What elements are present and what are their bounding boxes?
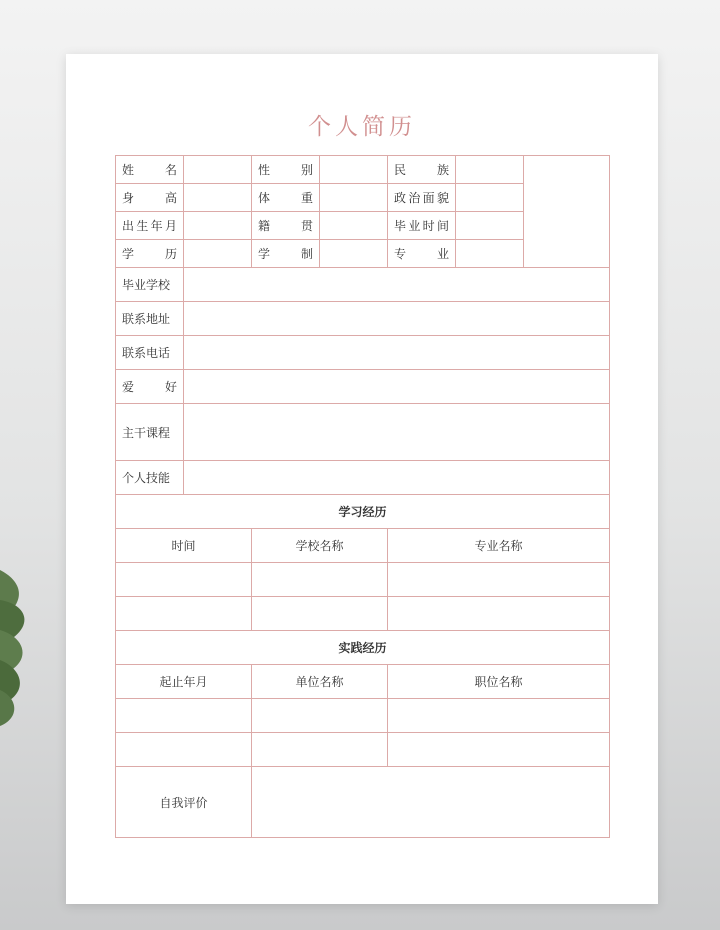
education-header-time: 时间 [116,529,252,563]
education-cell[interactable] [388,597,610,631]
value-main-courses[interactable] [184,404,610,461]
detail-row [116,370,610,404]
value-weight[interactable] [320,184,388,212]
practice-cell[interactable] [116,733,252,767]
label-education-level: 学 历 [116,240,184,268]
section-header-row [116,495,610,529]
practice-header-period: 起止年月 [116,665,252,699]
education-section-title: 学习经历 [116,495,610,529]
practice-header-position: 职位名称 [388,665,610,699]
label-main-courses: 主干课程 [116,404,184,461]
education-header-school: 学校名称 [252,529,388,563]
resume-sheet [66,54,658,904]
value-native-place[interactable] [320,212,388,240]
education-cell[interactable] [116,563,252,597]
practice-entry-row [116,699,610,733]
label-self-evaluation: 自我评价 [116,767,252,838]
label-height: 身 高 [116,184,184,212]
label-major: 专 业 [388,240,456,268]
education-cell[interactable] [388,563,610,597]
value-education-level[interactable] [184,240,252,268]
plant-leaf-decoration [0,560,60,730]
value-hobbies[interactable] [184,370,610,404]
label-name: 姓 名 [116,156,184,184]
value-graduation-time[interactable] [456,212,524,240]
value-major[interactable] [456,240,524,268]
detail-row [116,268,610,302]
label-ethnicity: 民 族 [388,156,456,184]
label-program-length: 学 制 [252,240,320,268]
value-contact-phone[interactable] [184,336,610,370]
detail-row [116,302,610,336]
detail-row [116,461,610,495]
label-native-place: 籍 贯 [252,212,320,240]
education-cell[interactable] [252,563,388,597]
practice-cell[interactable] [252,699,388,733]
education-entry-row [116,563,610,597]
education-header-row [116,529,610,563]
education-header-major: 专业名称 [388,529,610,563]
value-personal-skills[interactable] [184,461,610,495]
education-cell[interactable] [252,597,388,631]
self-evaluation-row [116,767,610,838]
label-birth-date: 出生年月 [116,212,184,240]
value-name[interactable] [184,156,252,184]
practice-cell[interactable] [388,733,610,767]
detail-row [116,336,610,370]
label-gender: 性 别 [252,156,320,184]
practice-entry-row [116,733,610,767]
resume-title: 个人简历 [308,114,416,140]
practice-cell[interactable] [388,699,610,733]
practice-header-employer: 单位名称 [252,665,388,699]
value-program-length[interactable] [320,240,388,268]
value-graduate-school[interactable] [184,268,610,302]
education-cell[interactable] [116,597,252,631]
photo-cell[interactable] [524,156,610,268]
value-political-status[interactable] [456,184,524,212]
value-self-evaluation[interactable] [252,767,610,838]
resume-table [115,155,610,838]
basic-row [116,156,610,184]
detail-row [116,404,610,461]
label-contact-address: 联系地址 [116,302,184,336]
label-graduation-time: 毕业时间 [388,212,456,240]
label-political-status: 政治面貌 [388,184,456,212]
education-entry-row [116,597,610,631]
value-contact-address[interactable] [184,302,610,336]
label-contact-phone: 联系电话 [116,336,184,370]
value-ethnicity[interactable] [456,156,524,184]
value-birth-date[interactable] [184,212,252,240]
practice-cell[interactable] [116,699,252,733]
label-weight: 体 重 [252,184,320,212]
value-gender[interactable] [320,156,388,184]
value-height[interactable] [184,184,252,212]
label-graduate-school: 毕业学校 [116,268,184,302]
practice-header-row [116,665,610,699]
section-header-row [116,631,610,665]
practice-cell[interactable] [252,733,388,767]
label-personal-skills: 个人技能 [116,461,184,495]
practice-section-title: 实践经历 [116,631,610,665]
label-hobbies: 爱 好 [116,370,184,404]
